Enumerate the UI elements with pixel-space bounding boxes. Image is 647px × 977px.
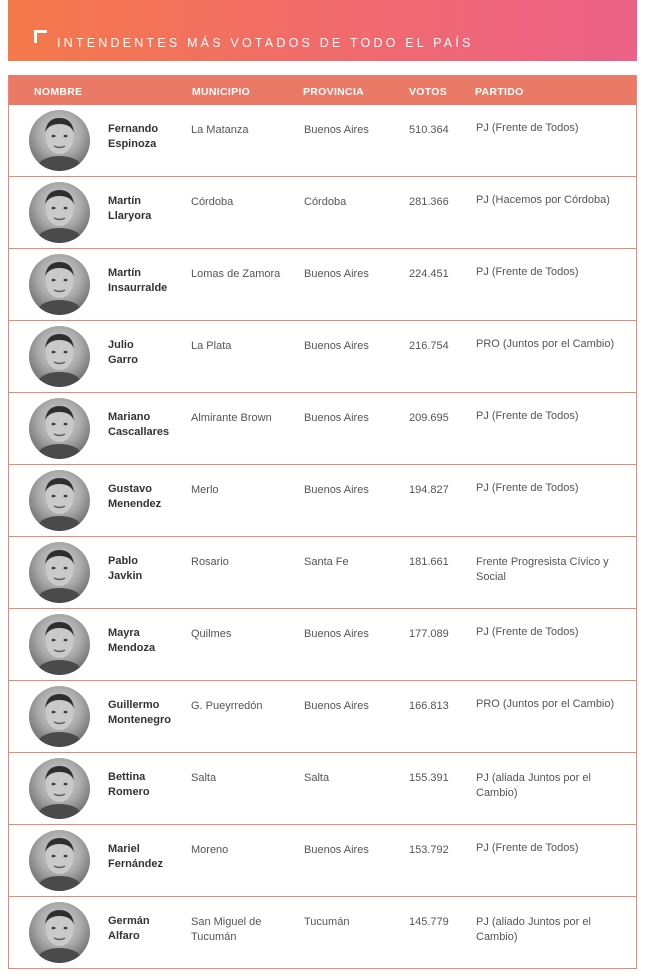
last-name: Espinoza [108,137,157,150]
votos-cell: 153.792 [409,844,449,856]
provincia-cell: Buenos Aires [304,844,369,856]
table-body [9,105,636,969]
mayor-name [108,770,184,799]
table-row [9,249,636,321]
provincia-cell: Tucumán [304,916,350,928]
provincia-cell: Buenos Aires [304,700,369,712]
mayor-name [108,194,184,223]
avatar [29,758,90,819]
first-name: Mariel [108,843,140,855]
first-name: Martín [108,195,141,207]
table-row [9,105,636,177]
mayor-name [108,914,184,943]
first-name: Guillermo [108,699,160,711]
avatar [29,326,90,387]
provincia-cell: Buenos Aires [304,412,369,424]
partido-cell: PJ (Frente de Todos) [476,482,579,494]
partido-cell: PRO (Juntos por el Cambio) [476,338,615,350]
municipio-cell: Moreno [191,844,229,856]
avatar [29,398,90,459]
avatar [29,542,90,603]
provincia-cell: Buenos Aires [304,268,369,280]
table-row [9,753,636,825]
column-header-partido: PARTIDO [475,86,524,98]
page-title: INTENDENTES MÁS VOTADOS DE TODO EL PAÍS [57,36,474,50]
partido-cell: PJ (aliada Juntos por el Cambio) [476,772,591,799]
last-name: Mendoza [108,641,156,654]
mayor-name [108,338,184,367]
municipio-cell: Rosario [191,556,229,568]
table-row [9,609,636,681]
first-name: Mayra [108,627,140,639]
votos-cell: 194.827 [409,484,449,496]
title-banner [8,0,637,61]
last-name: Llaryora [108,209,152,222]
partido-cell: PJ (Frente de Todos) [476,122,579,134]
first-name: Bettina [108,771,146,783]
first-name: Mariano [108,411,151,423]
first-name: Julio [108,339,134,351]
table-row [9,897,636,969]
table-row [9,321,636,393]
avatar [29,110,90,171]
provincia-cell: Buenos Aires [304,340,369,352]
municipio-cell: La Plata [191,340,232,352]
avatar [29,614,90,675]
table-row [9,465,636,537]
last-name: Fernández [108,857,164,870]
mayor-name [108,626,184,655]
mayor-name [108,842,184,871]
last-name: Javkin [108,569,143,582]
table-row [9,537,636,609]
provincia-cell: Buenos Aires [304,628,369,640]
first-name: Germán [108,915,150,927]
votos-cell: 510.364 [409,124,449,136]
partido-cell: PRO (Juntos por el Cambio) [476,698,615,710]
first-name: Gustavo [108,483,153,495]
last-name: Insaurralde [108,281,168,294]
column-header-votos: VOTOS [409,86,448,98]
provincia-cell: Santa Fe [304,556,349,568]
column-header-provincia: PROVINCIA [303,86,365,98]
first-name: Martín [108,267,141,279]
partido-cell: Frente Progresista Cívico y Social [476,556,609,583]
avatar [29,830,90,891]
mayor-name [108,266,184,295]
mayor-name [108,554,184,583]
avatar [29,686,90,747]
column-header-nombre: NOMBRE [34,86,83,98]
table-header [9,75,636,105]
last-name: Montenegro [108,713,171,726]
avatar [29,182,90,243]
votos-cell: 145.779 [409,916,449,928]
last-name: Garro [108,353,138,366]
partido-cell: PJ (aliado Juntos por el Cambio) [476,916,591,943]
avatar [29,254,90,315]
municipio-cell: Merlo [191,484,219,496]
municipio-cell: Quilmes [191,628,232,640]
last-name: Menendez [108,497,162,510]
votos-cell: 177.089 [409,628,449,640]
municipio-cell: Almirante Brown [191,412,272,424]
partido-cell: PJ (Frente de Todos) [476,266,579,278]
table-row [9,825,636,897]
mayor-name [108,410,184,439]
votos-cell: 216.754 [409,340,449,352]
table-row [9,177,636,249]
votos-cell: 281.366 [409,196,449,208]
column-header-municipio: MUNICIPIO [192,86,251,98]
last-name: Cascallares [108,425,170,438]
last-name: Alfaro [108,929,140,942]
votos-cell: 166.813 [409,700,449,712]
table-row [9,681,636,753]
mayors-table [8,75,637,969]
votos-cell: 155.391 [409,772,449,784]
municipio-cell: Lomas de Zamora [191,268,281,280]
votos-cell: 224.451 [409,268,449,280]
votos-cell: 209.695 [409,412,449,424]
municipio-cell: Córdoba [191,196,234,208]
last-name: Romero [108,785,150,798]
avatar [29,470,90,531]
table-row [9,393,636,465]
mayor-name [108,122,184,151]
partido-cell: PJ (Frente de Todos) [476,410,579,422]
partido-cell: PJ (Frente de Todos) [476,842,579,854]
provincia-cell: Buenos Aires [304,484,369,496]
municipio-cell: Salta [191,772,217,784]
mayor-name [108,698,184,727]
first-name: Pablo [108,555,138,567]
provincia-cell: Salta [304,772,330,784]
municipio-cell: G. Pueyrredón [191,700,263,712]
provincia-cell: Córdoba [304,196,347,208]
partido-cell: PJ (Hacemos por Córdoba) [476,194,610,206]
provincia-cell: Buenos Aires [304,124,369,136]
votos-cell: 181.661 [409,556,449,568]
mayor-name [108,482,184,511]
first-name: Fernando [108,123,159,135]
municipio-cell: La Matanza [191,124,249,136]
municipio-cell: San Miguel de Tucumán [191,916,262,943]
corner-bracket-icon [34,30,47,43]
partido-cell: PJ (Frente de Todos) [476,626,579,638]
avatar [29,902,90,963]
